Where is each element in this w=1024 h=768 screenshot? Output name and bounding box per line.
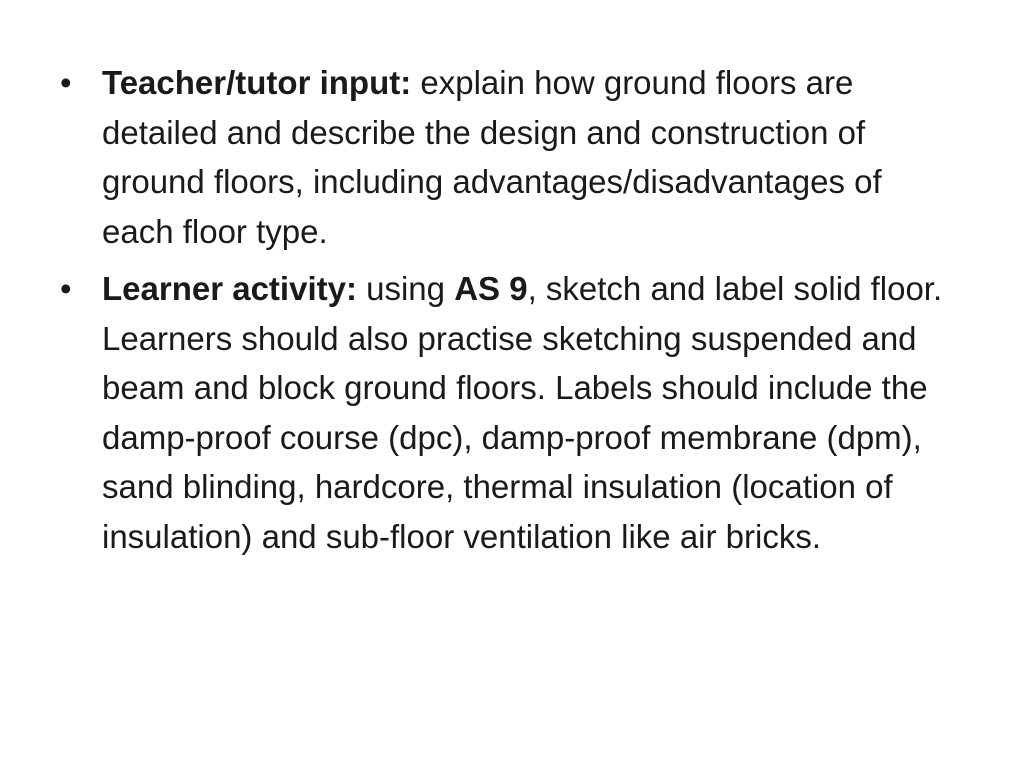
bullet-learner-activity: [58, 264, 958, 561]
bullet-text-after: , sketch and label solid floor. Learners should also practise sketching suspended and beam and block ground floors. Labels should include the damp-proof course (dpc), damp-proof membrane (dpm), sand blinding, hardcore, thermal insulation (location of insulation) and sub-floor ventilation like air bricks.: [102, 270, 943, 555]
bullet-lead: Learner activity:: [102, 270, 357, 307]
bullet-marker: •: [60, 270, 72, 307]
bullet-list: [58, 58, 958, 569]
bullet-text-before: using: [356, 270, 455, 307]
bullet-emphasis: AS 9: [454, 270, 528, 307]
bullet-teacher-input: [58, 58, 958, 256]
bullet-lead: Teacher/tutor input:: [102, 64, 412, 101]
bullet-marker: •: [60, 64, 72, 101]
bullet-text: explain how ground floors are detailed and describe the design and construction of ground floors, including advantages/disadvantages of each floor type.: [102, 64, 882, 250]
